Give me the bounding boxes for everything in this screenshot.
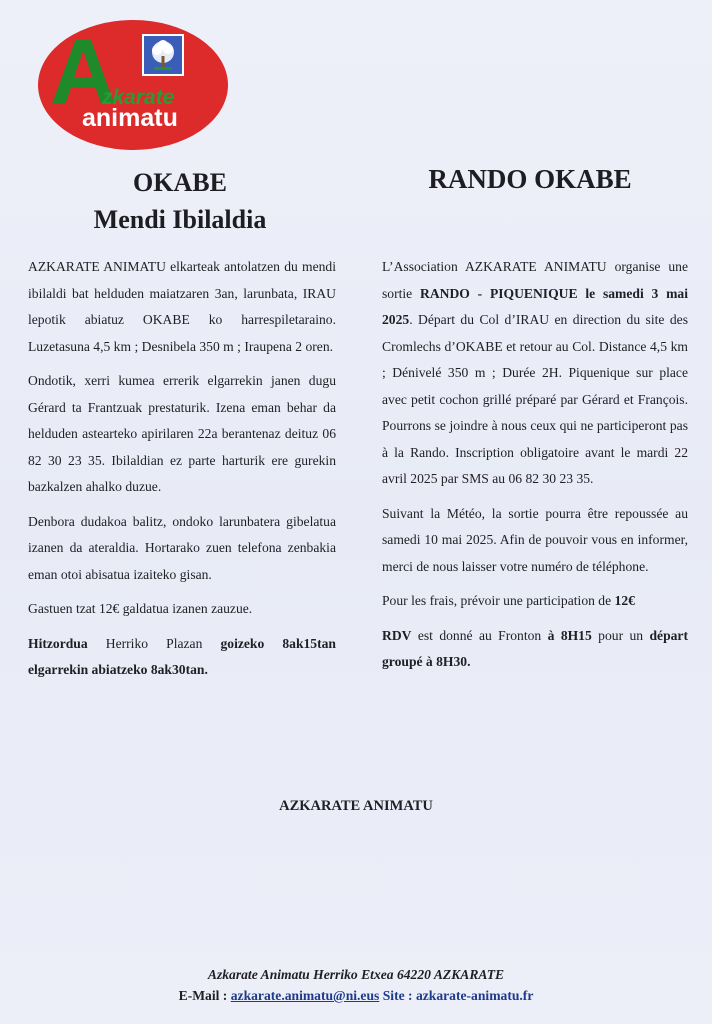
footer-address: Azkarate Animatu Herriko Etxea 64220 AZKARATE bbox=[207, 967, 505, 982]
basque-column bbox=[28, 254, 336, 692]
site-link[interactable]: azkarate-animatu.fr bbox=[415, 988, 534, 1003]
left-meeting-label: Hitzordua bbox=[28, 635, 88, 651]
right-rdv-time: à 8H15 bbox=[547, 627, 592, 643]
right-paragraph-3 bbox=[382, 588, 688, 615]
left-title: OKABE bbox=[133, 168, 227, 197]
right-p1-details: . Départ du Col d’IRAU en direction du site des Cromlechs d’OKABE et retour au Col. Distance 4,5 km ; Dénivelé 350 m ; Durée 2H. Piquenique sur place avec petit cochon grillé préparé par Gérard et François. Pourrons se joindre à nous ceux qui ne participeront pas à la Rando. Inscription obligatoire avant le mardi 22 avril 2025 par SMS au 06 82 30 23 35. bbox=[382, 312, 688, 486]
email-label: E-Mail : bbox=[178, 988, 231, 1003]
left-paragraph-4: Gastuen tzat 12€ galdatua izanen zauzue. bbox=[28, 601, 253, 616]
left-meeting-time: goizeko 8ak15tan elgarrekin abiatzeko 8ak30tan. bbox=[28, 635, 336, 677]
azkarate-animatu-logo bbox=[38, 20, 228, 150]
left-paragraph-2: Ondotik, xerri kumea errerik elgarrekin janen dugu Gérard ta Frantzuak prestaturik. Izena eman behar da helduden astearteko apirilaren 22a berantenaz deituz 06 82 30 23 35. Ibilaldian ez parte harturik ere gurekin bazkalzen ahalko duzue. bbox=[28, 373, 336, 494]
left-paragraph-3: Denbora dudakoa balitz, ondoko larunbatera gibelatua izanen da ateraldia. Hortarako zuen telefona zenbakia eman otoi abisatua izaiteko gisan. bbox=[28, 513, 336, 582]
right-p1-event: RANDO - PIQUENIQUE le samedi 3 mai 2025 bbox=[382, 285, 688, 327]
footer-contact bbox=[0, 988, 712, 1004]
logo-text-line1: zkarate bbox=[102, 86, 175, 109]
logo-text-line2: animatu bbox=[82, 104, 178, 132]
left-paragraph-1: AZKARATE ANIMATU elkarteak antolatzen du mendi ibilaldi bat helduden maiatzaren 3an, larunbata, IRAU lepotik abiatuz OKABE ko harrespiletaraino. Luzetasuna 4,5 km ; Desnibela 350 m ; Iraupena 2 oren. bbox=[28, 259, 336, 354]
left-meeting-place: Herriko Plazan bbox=[87, 635, 221, 651]
left-paragraph-5 bbox=[28, 631, 336, 684]
right-title: RANDO OKABE bbox=[428, 164, 632, 194]
right-paragraph-2: Suivant la Météo, la sortie pourra être repoussée au samedi 10 mai 2025. Afin de pouvoir vous en informer, merci de nous laisser votre numéro de téléphone. bbox=[382, 505, 688, 574]
right-p4-text2: pour un bbox=[591, 627, 650, 643]
tree-emblem-icon bbox=[142, 34, 184, 76]
right-rdv-label: RDV bbox=[382, 627, 412, 643]
site-label: Site : bbox=[379, 988, 416, 1003]
right-p3-price: 12€ bbox=[614, 593, 635, 608]
right-p1-intro: L’Association AZKARATE ANIMATU organise une sortie bbox=[382, 259, 688, 301]
left-subtitle: Mendi Ibilaldia bbox=[93, 205, 267, 234]
right-paragraph-4 bbox=[382, 623, 688, 676]
logo-letter: A bbox=[50, 21, 117, 123]
email-link[interactable]: azkarate.animatu@ni.eus bbox=[230, 988, 380, 1003]
right-departure-time: départ groupé à 8H30. bbox=[382, 627, 688, 669]
right-p4-text1: est donné au Fronton bbox=[411, 627, 548, 643]
french-column bbox=[382, 254, 688, 684]
right-p3-text: Pour les frais, prévoir une participation de bbox=[382, 593, 615, 608]
right-paragraph-1 bbox=[382, 254, 688, 493]
signature: AZKARATE ANIMATU bbox=[279, 798, 433, 814]
